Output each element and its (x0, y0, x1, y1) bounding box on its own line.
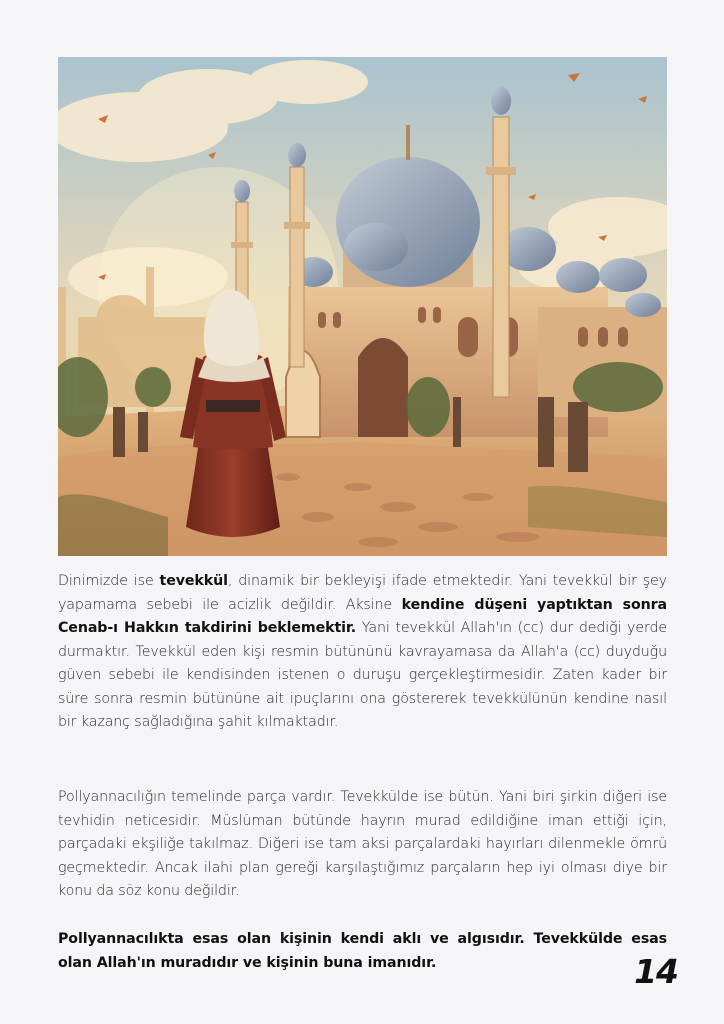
mosque-illustration (58, 57, 667, 556)
p1-bold-tevekkul: tevekkül (159, 573, 228, 589)
page-number: 14 (634, 952, 678, 991)
paragraph-3-bold: Pollyannacılıkta esas olan kişinin kendi aklı ve algısıdır. Tevekkülde esas olan Allah'ın muradıdır ve kişinin buna imanıdır. (58, 931, 667, 971)
p1-text-2: , dinamik bir bekleyişi ifade etmektedir. Yani tevekkül bir şey yapamama sebebi ile acizlik değildir. Aksine (58, 573, 667, 613)
p1-bold-phrase: kendine düşeni yaptıktan sonra Cenab-ı Hakkın takdirini beklemektir. (58, 596, 667, 636)
p1-text-3: Yani tevekkül Allah'ın (cc) dur dediği yerde durmaktır. Tevekkül eden kişi resmin bütününü kavrayamasa da Allah'a (cc) duyduğu güven sebebi ile kendisinden istenen o duruşu gerçekleştirmesidir. Zaten kader bir süre sonra resmin bütününe ait ipuçlarını ona göstererek tevekkülünün kendine nasıl bir kazanç sağladığına şahit kılmaktadır. (58, 620, 667, 730)
paragraph-1 (58, 570, 667, 735)
paragraph-2: Pollyannacılığın temelinde parça vardır. Tevekkülde ise bütün. Yani biri şirkin diğeri ise tevhidin neticesidir. Müslüman bütünde hayrın murad edildiğine iman ettiği için, parçadaki ekşiliğe takılmaz. Diğeri ise tam aksi parçalardaki hayırları dilenmekle ömrü geçmektedir. Ancak ilahi plan gereği karşılaştığımız parçaların hep iyi olması diye bir konu da söz konu değildir. (58, 789, 667, 899)
p1-text-1: Dinimizde ise (58, 573, 160, 589)
